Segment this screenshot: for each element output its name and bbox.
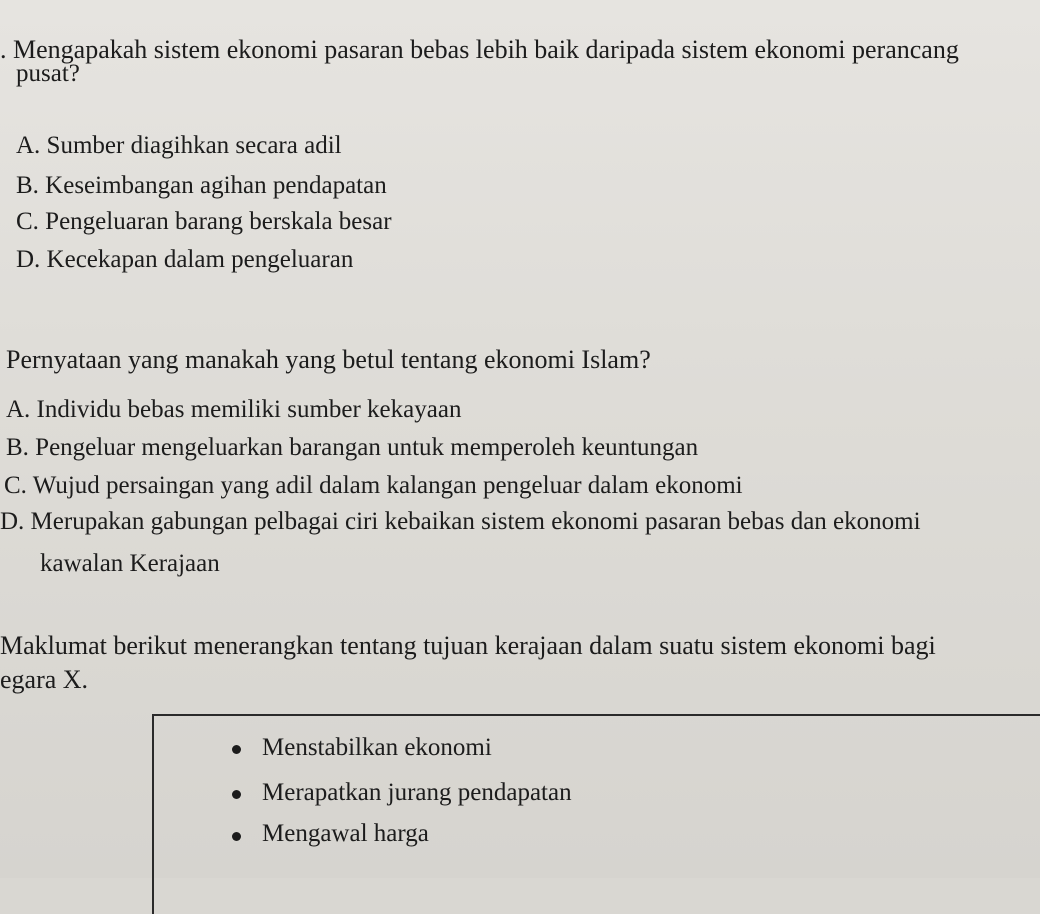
question-1-text: . Mengapakah sistem ekonomi pasaran bebas lebih baik daripada sistem ekonomi perancang: [0, 35, 959, 64]
question-2-option-a: A. Individu bebas memiliki sumber kekayaan: [6, 396, 462, 423]
question-2-option-d-cont: kawalan Kerajaan: [40, 550, 220, 577]
bullet-item-2: Merapatkan jurang pendapatan: [262, 779, 572, 806]
question-1-text-cont: pusat?: [16, 60, 80, 87]
question-2-option-c: C. Wujud persaingan yang adil dalam kalangan pengeluar dalam ekonomi: [4, 472, 743, 499]
question-1-option-a: A. Sumber diagihkan secara adil: [16, 132, 342, 159]
question-2-text: Pernyataan yang manakah yang betul tentang ekonomi Islam?: [6, 345, 651, 374]
bullet-item-1: Menstabilkan ekonomi: [262, 734, 492, 761]
question-1-option-c: C. Pengeluaran barang berskala besar: [16, 208, 392, 235]
bullet-dot: [232, 790, 241, 799]
bullet-dot: [232, 832, 241, 841]
question-2-option-b: B. Pengeluar mengeluarkan barangan untuk memperoleh keuntungan: [6, 434, 699, 461]
question-1-option-b: B. Keseimbangan agihan pendapatan: [16, 172, 387, 199]
question-3-text: Maklumat berikut menerangkan tentang tujuan kerajaan dalam suatu sistem ekonomi bagi: [0, 631, 936, 660]
question-3-text-cont: egara X.: [0, 665, 89, 694]
question-1-option-d: D. Kecekapan dalam pengeluaran: [16, 246, 354, 273]
bullet-item-3: Mengawal harga: [262, 820, 429, 847]
bullet-dot: [232, 745, 241, 754]
question-2-option-d: D. Merupakan gabungan pelbagai ciri kebaikan sistem ekonomi pasaran bebas dan ekonomi: [0, 508, 921, 535]
